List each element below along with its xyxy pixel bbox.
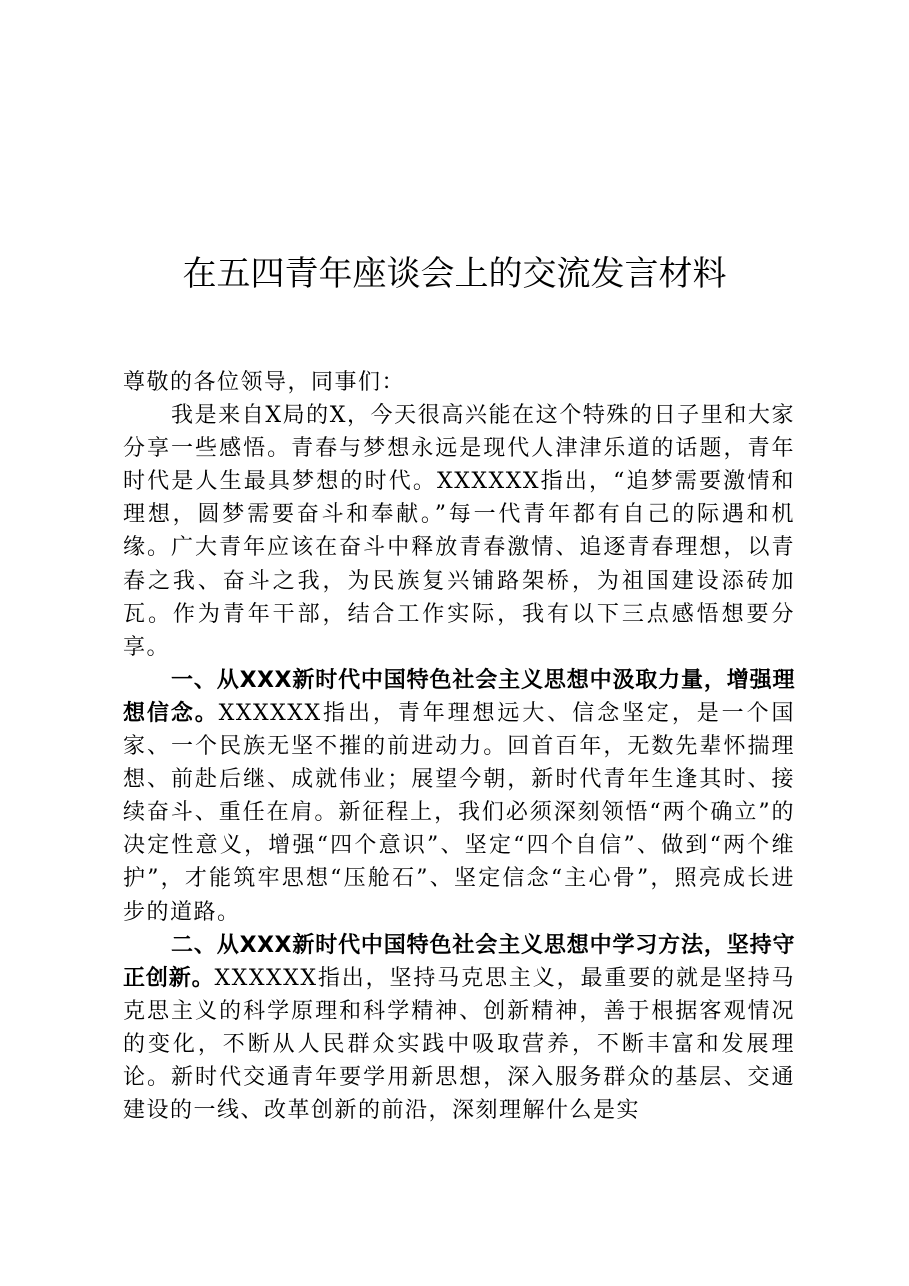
point-heading: 二、从XXX新时代中国特色社会主义思想中学习方法，坚持守正创新。 [123, 932, 795, 991]
paragraph-point-one [123, 664, 795, 929]
point-heading: 一、从XXX新时代中国特色社会主义思想中汲取力量，增强理想信念。 [123, 667, 795, 726]
paragraph-intro [123, 399, 795, 664]
document-body [123, 366, 795, 1127]
document-title: 在五四青年座谈会上的交流发言材料 [182, 254, 727, 294]
paragraph-point-two [123, 929, 795, 1128]
paragraph-text: 我是来自X局的X，今天很高兴能在这个特殊的日子里和大家分享一些感悟。青春与梦想永远是现代人津津乐道的话题，青年时代是人生最具梦想的时代。XXXXXX指出，“追梦需要激情和理想，圆梦需要奋斗和奉献。”每一代青年都有自己的际遇和机缘。广大青年应该在奋斗中释放青春激情、追逐青春理想，以青春之我、奋斗之我，为民族复兴铺路架桥，为祖国建设添砖加瓦。作为青年干部，结合工作实际，我有以下三点感悟想要分享。 [123, 403, 795, 660]
paragraph-text: XXXXXX指出，坚持马克思主义，最重要的就是坚持马克思主义的科学原理和科学精神、创新精神，善于根据客观情况的变化，不断从人民群众实践中吸取营养，不断丰富和发展理论。新时代交通青年要学用新思想，深入服务群众的基层、交通建设的一线、改革创新的前沿，深刻理解什么是实 [123, 965, 795, 1124]
salutation: 尊敬的各位领导，同事们： [123, 370, 406, 395]
paragraph-text: XXXXXX指出，青年理想远大、信念坚定，是一个国家、一个民族无坚不摧的前进动力。回首百年，无数先辈怀揣理想、前赴后继、成就伟业；展望今朝，新时代青年生逢其时、接续奋斗、重任在肩。新征程上，我们必须深刻领悟“两个确立”的决定性意义，增强“四个意识”、坚定“四个自信”、做到“两个维护”，才能筑牢思想“压舱石”、坚定信念“主心骨”，照亮成长进步的道路。 [123, 700, 795, 925]
